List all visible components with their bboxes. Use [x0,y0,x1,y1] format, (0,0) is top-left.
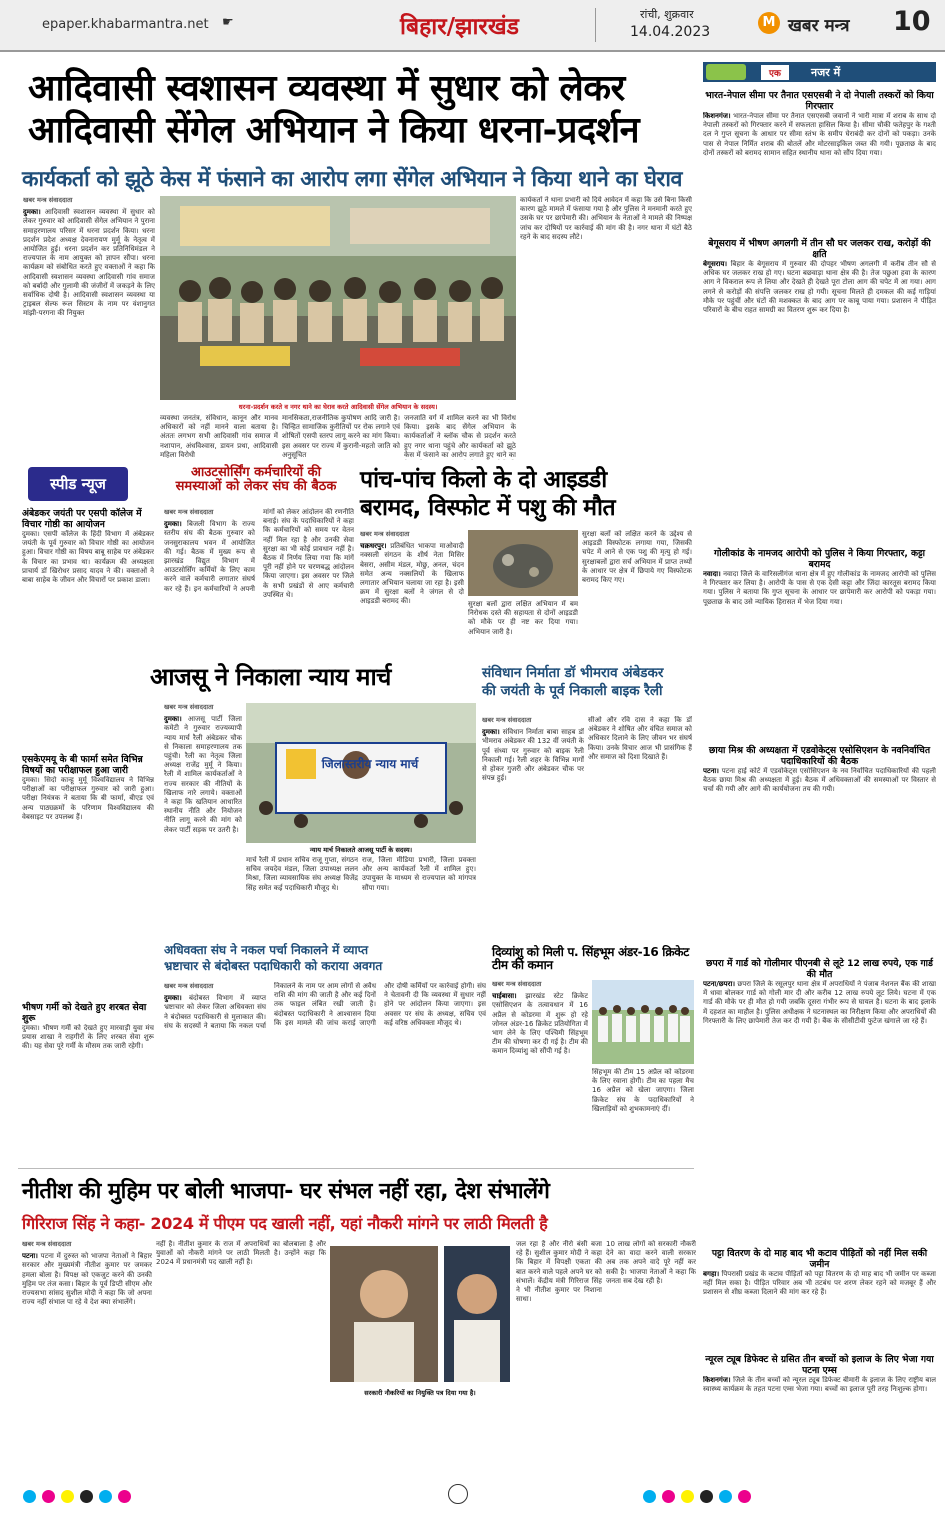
brand-logo-icon: M [758,12,780,34]
nitish-headline: नीतीश की मुहिम पर बोली भाजपा- घर संभल नहीं रहा, देश संभालेंगे [22,1179,550,1204]
cyan-dot [719,1490,732,1503]
glance-item-6-title: पट्टा वितरण के दो माह बाद भी कटाव पीड़ितों को नहीं मिल सकी जमीन [711,1248,928,1270]
speed-news-label: स्पीड न्यूज [50,475,106,493]
yellow-dot [681,1490,694,1503]
ied-col-3: सुरक्षा बलों द्वारा लक्षित अभियान में बम निरोधक दस्ते की सहायता से दोनों आइडडी को मौके पर ही नष्ट कर दिया गया। अभियान जारी है। [468,600,578,636]
nitish-col-2: नहीं है। नीतीश कुमार के राज में अपराधियों का बोलबाला है और युवाओं को नौकरी मांगने पर लाठी मिलती है। उन्होंने कहा कि 2024 में प्रधानमंत्री पद खाली नहीं है। [156,1240,326,1267]
vigilance-headline-2: भ्रष्टाचार से बंदोबस्त पदाधिकारी को कराया अवगत [164,959,383,973]
speed-news-badge [28,467,128,501]
glance-item-3 [703,548,936,690]
lead-photo-caption: धरना-प्रदर्शन करते व नगर थाने का घेराव करते आदिवासी सेंगेल अभियान के सदस्य। [238,403,438,411]
speed-item-3-body: दुमका। भीषण गर्मी को देखते हुए मारवाड़ी युवा मंच प्रयास शाखा ने राहगीरों के लिए शरबत सेवा शुरू की। यह सेवा पूरे गर्मी के मौसम तक जारी रहेगी। [22,1024,154,1051]
ajsu-photo-caption: न्याय मार्च निकालते आजसू पार्टी के सदस्य। [309,846,413,854]
pointer-icon: ☛ [222,15,234,30]
lead-subhead: कार्यकर्ता को झूठे केस में फंसाने का आरोप लगा सेंगेल अभियान ने किया थाने का घेराव [22,167,683,192]
black-dot [80,1490,93,1503]
lead-byline: खबर मन्त्र संवाददाता [23,196,73,204]
lead-col-1 [23,196,155,458]
speed-item-3-title: भीषण गर्मी को देखते हुए शरबत सेवा शुरू [22,1002,147,1024]
glance-item-1-title: भारत-नेपाल सीमा पर तैनात एसएसबी ने दो नेपाली तस्करों को किया गिरफ्तार [705,90,934,112]
glance-item-7-text: किशनगंज। जिले के तीन बच्चों को न्यूरल ट्यूब डिफेक्ट बीमारी के इलाज के लिए राष्ट्रीय बाल स्वास्थ्य कार्यक्रम के तहत पटना एम्स भेजा गया। बच्चों का इलाज पूरी तरह निःशुल्क होगा। [703,1376,936,1394]
cyan-dot [643,1490,656,1503]
cricket-photo [592,980,694,1064]
nitish-photo-1 [330,1246,438,1382]
magenta-dot [662,1490,675,1503]
cricket-col-2: सिंहभूम की टीम 15 अप्रैल को कोडरमा के लिए रवाना होगी। टीम का पहला मैच 16 अप्रैल को खेला जाएगा। जिला क्रिकेट संघ के पदाधिकारियों ने खिलाड़ियों को शुभकामनाएं दीं। [592,1068,694,1113]
lead-col-4: जनजाति वर्ग में शामिल करने का भी विरोध किया। इसके बाद सेंगेल अभियान के कार्यकर्ताओं ने ब्लॉक चौक से प्रदर्शन करते हुए नगर थाना पहुंचे और कार्यकर्ता को झूठे केस में फंसाने का आरोप लगाते हुए थाने का [404,414,516,459]
glance-item-5 [703,958,936,1228]
magenta-dot [42,1490,55,1503]
ied-headline-2: बरामद, विस्फोट में पशु की मौत [360,495,616,521]
glance-item-6-text: बगहा। पिपरासी प्रखंड के कटाव पीड़ितों को पट्टा वितरण के दो माह बाद भी जमीन पर कब्जा नहीं मिल सका है। पीड़ित परिवार अब भी तटबंध पर शरण लेकर रहने को मजबूर हैं और प्रशासन से शीघ्र कब्जा दिलाने की मांग कर रहे हैं। [703,1270,936,1297]
ambedkar-col-1: खबर मन्त्र संवाददाता दुमका। संविधान निर्माता बाबा साहब डॉ भीमराव अंबेडकर की 132 वीं जयंती के पूर्व संध्या पर गुरुवार को बाइक रैली निकाली गई। रैली शहर के विभिन्न मार्गों से होकर गुजरी और अंबेडकर चौक पर संपन्न हुई। [482,716,584,783]
site-url[interactable]: epaper.khabarmantra.net [42,17,209,32]
yellow-dot [61,1490,74,1503]
nitish-photo-2 [444,1246,510,1382]
ajsu-col-3: राज, जिला मीडिया प्रभारी, जिला प्रवक्ता और अन्य कार्यकर्ता रैली में शामिल हुए। उपायुक्त के माध्यम से राज्यपाल को मांगपत्र सौंपा गया। [362,856,476,892]
registration-dots-left [20,1488,134,1507]
registration-crosshair-icon [448,1484,468,1504]
glance-item-5-title: छपरा में गार्ड को गोलीमार पीएनबी से लूटे 12 लाख रुपये, एक गार्ड की मौत [706,958,933,980]
nitish-col-4: 10 लाख लोगों को सरकारी नौकरी देने का वादा करने वाली सरकार अब तक अपने वादे पूरे नहीं कर सकी है। भाजपा नेताओं ने कहा कि जनता सब देख रही है। [606,1240,696,1285]
brand-name: खबर मन्त्र [788,16,850,36]
speed-news-column [22,508,154,1164]
ied-col-1: खबर मन्त्र संवाददाता चक्रधरपुर। प्रतिबंधित भाकपा माओवादी नक्सली संगठन के शीर्ष नेता मिसिर बेसरा, असीम मंडल, मोछु, अनल, चंदन समेत अन्य नक्सलियों के खिलाफ लगातार अभियान चलाया जा रहा है। इसी क्रम में सुरक्षा बलों ने जंगल से दो आइडडी बरामद की। [360,530,464,606]
issue-date: 14.04.2023 [630,24,711,40]
cricket-headline: दिव्यांशु को मिली प. सिंहभूम अंडर-16 क्रिकेट टीम की कमान [492,945,689,972]
glance-badge-logo-icon [706,64,746,80]
masthead-divider [595,8,596,42]
vigilance-body: खबर मन्त्र संवाददाता दुमका। बंदोबस्त विभाग में व्याप्त भ्रष्टाचार को लेकर जिला अधिवक्ता संघ ने बंदोबस्त पदाधिकारी से मुलाकात की। संघ के सदस्यों ने बताया कि नकल पर्चा निकालने के नाम पर आम लोगों से अवैध राशि की मांग की जाती है और कई दिनों तक फाइल लंबित रखी जाती है। बंदोबस्त पदाधिकारी ने आश्वासन दिया कि इस मामले की जांच कराई जाएगी और दोषी कर्मियों पर कार्रवाई होगी। संघ ने चेतावनी दी कि व्यवस्था में सुधार नहीं होने पर आंदोलन किया जाएगा। इस अवसर पर संघ के अध्यक्ष, सचिव एवं कई वरिष्ठ अधिवक्ता मौजूद थे। [164,982,486,1030]
vigilance-headline-1: अधिवक्ता संघ ने नकल पर्चा निकालने में व्याप्त [164,943,369,957]
ajsu-photo [246,703,476,843]
cyan-dot [99,1490,112,1503]
nitish-col-1: खबर मन्त्र संवाददाता पटना। पटना में दुरुस्त को भाजपा नेताओं ने बिहार सरकार और मुख्यमंत्री नीतीश कुमार पर जमकर हमला बोला है। विपक्ष को एकजुट करने की उनकी मुहिम पर तंज कसा। बिहार के पूर्व डिप्टी सीएम और राज्यसभा सांसद सुशील मोदी ने कहा कि जो अपना राज्य नहीं संभाल पा रहे वे देश क्या संभालेंगे। [22,1240,152,1307]
lead-col-3: मानसिकता,राजनीतिक कुपोषण आदि जारी है। चिन्हित सामाजिक कुरीतियों पर रोक लगाने एवं शोषितों एसपी स्तरप लागू करने का मांग किया। इस अवसर पर राज्य में कुरानी-महतो जाति को अनुसूचित [282,414,400,459]
page-number: 10 [893,6,931,37]
lead-photo [160,196,516,400]
magenta-dot [118,1490,131,1503]
glance-item-4-title: छाया मिश्र की अध्यक्षता में एडवोकेट्स एसोसिएशन के नवनिर्वाचित पदाधिकारियों की बैठक [708,745,931,767]
glance-item-2-title: बेगूसराय में भीषण अगलगी में तीन सौ घर जलकर राख, करोड़ों की क्षति [708,238,931,260]
ied-headline-1: पांच-पांच किलो के दो आइडडी [360,467,607,493]
lead-body-1: आदिवासी स्वशासन व्यवस्था में सुधार को लेकर गुरुवार को आदिवासी सेंगेल अभियान ने पुराना समाहरणालय परिसर में धरना प्रदर्शन किया। धरना प्रदर्शन प्रदेश अध्यक्ष देवनारायण मुर्मू के नेतृत्व में आयोजित हुई। धरना प्रदर्शन कर प्रतिनिधिमंडल ने राज्यपाल के नाम आयुक्त को ज्ञापन सौंपा। धरना कार्यक्रम को संबोधित करते हुए वक्ताओं ने कहा कि आदिवासी स्वशासन व्यवस्था आदिवासी गांव समाज को बर्बादी और गुलामी की जंजीरों में जकड़ने के लिए सर्वाधिक दोषी है। आदिवासी स्वशासन व्यवस्था या ट्राइबल सेल्फ रूल सिस्टम के नाम पर वंशानुगत मांझी-परगना की नियुक्त [23,208,155,318]
ambedkar-col-2: सीओ और रवि दास ने कहा कि डॉ अंबेडकर ने शोषित और वंचित समाज को अधिकार दिलाने के लिए जीवन भर संघर्ष किया। उनके विचार आज भी प्रासंगिक हैं और समाज को दिशा दिखाते हैं। [588,716,692,761]
city-day: रांची, शुक्रवार [640,8,694,21]
nitish-col-3: जल रहा है और नीरो बंसी बजा रहे हैं। सुशील कुमार मोदी ने कहा कि बिहार में विपक्षी एकता की बात करने वाले पहले अपने घर को संभालें। केंद्रीय मंत्री गिरिराज सिंह ने भी नीतीश कुमार पर निशाना साधा। [516,1240,602,1304]
cricket-col-1: खबर मन्त्र संवाददाता चाईबासा। झारखंड स्टेट क्रिकेट एसोसिएशन के तत्वावधान में 16 अप्रैल से कोडरमा में शुरू हो रहे जोनल अंडर-16 क्रिकेट प्रतियोगिता में भाग लेने के लिए पश्चिमी सिंहभूम टीम की घोषणा कर दी गई है। टीम की कमान दिव्यांशु को सौंपी गई है। [492,980,588,1056]
speed-item-1-title: अंबेडकर जयंती पर एसपी कॉलेज में विचार गोष्ठी का आयोजन [22,508,142,530]
glance-item-4 [703,745,936,907]
cyan-dot [23,1490,36,1503]
lead-col-5: कार्यकर्ता ने थाना प्रभारी को दिये आवेदन में कहा कि उसे बिना किसी कारण झूठे मामले में फंसाया गया है और पुलिस ने मनमानी करते हुए उसके घर पर छापेमारी की। अभियान के नेताओं ने मामले की निष्पक्ष जांच कर दोषियों पर कार्रवाई की मांग की है। नगर थाना में घंटों बैठे रहने के बाद सदस्य लौटे। [520,196,692,241]
glance-item-1 [703,90,936,230]
glance-item-7-title: न्यूरल ट्यूब डिफेक्ट से ग्रसित तीन बच्चों को इलाज के लिए भेजा गया पटना एम्स [705,1354,934,1376]
speed-item-1-body: दुमका। एसपी कॉलेज के हिंदी विभाग में अंबेडकर जयंती के पूर्व गुरुवार को विचार गोष्ठी का आयोजन हुआ। विचार गोष्ठी का विषय बाबू साहेब पर अंबेडकर के विचार का प्रभाव था। कार्यक्रम की अध्यक्षता प्राचार्य डॉ खिरोधर प्रसाद यादव ने की। वक्ताओं ने बाबा साहेब के जीवन और विचारों पर प्रकाश डाला। [22,530,154,585]
nitish-photo-caption: सरकारी नौकरियों का नियुक्ति पत्र दिया गया है। [364,1389,476,1397]
glance-tag-a: एक [761,65,789,80]
registration-dots-right [640,1488,754,1507]
speed-item-2-body: दुमका। सिदो कान्हू मुर्मू विश्वविद्यालय ने विभिन्न परीक्षाओं का परीक्षाफल गुरुवार को जारी हुआ। परीक्षा नियंत्रक ने बताया कि बी फार्मा, बीएड एवं अन्य पाठ्यक्रमों के परिणाम विश्वविद्यालय की वेबसाइट पर उपलब्ध हैं। [22,776,154,821]
glance-item-6 [703,1248,936,1344]
black-dot [700,1490,713,1503]
lead-dateline: दुमका। [23,208,41,217]
nitish-subhead: गिरिराज सिंह ने कहा- 2024 में पीएम पद खाली नहीं, यहां नौकरी मांगने पर लाठी मिलती है [22,1214,548,1233]
glance-badge [703,62,936,82]
glance-item-2-text: बेगूसराय। बिहार के बेगूसराय में गुरुवार की दोपहर भीषण अगलगी में करीब तीन सौ से अधिक घर जलकर राख हो गए। घटना बछवाड़ा थाना क्षेत्र की है। तेज पछुआ हवा के कारण आग ने विकराल रूप ले लिया और देखते ही देखते पूरा टोला आग की चपेट में आ गया। आग लगने से करोड़ों की संपत्ति जलकर राख हो गयी। सूचना मिलते ही दमकल की कई गाड़ियां मौके पर पहुंचीं और घंटों की मशक्कत के बाद आग पर काबू पाया गया। प्रशासन ने पीड़ित परिवारों के बीच राहत सामग्री का वितरण शुरू कर दिया है। [703,260,936,315]
glance-item-3-title: गोलीकांड के नामजद आरोपी को पुलिस ने किया गिरफ्तार, कट्टा बरामद [714,548,925,570]
ied-photo [468,530,578,596]
ajsu-col-1: खबर मन्त्र संवाददाता दुमका। आजसू पार्टी जिला कमेटी ने गुरुवार राज्यव्यापी न्याय मार्च रैली अंबेडकर चौक से निकाला समाहरणालय तक पहुंची। रैली का नेतृत्व जिला अध्यक्ष राजेंद्र मुर्मू ने किया। रैली में शामिल कार्यकर्ताओं ने राज्य सरकार की नीतियों के खिलाफ नारे लगाये। वक्ताओं ने कहा कि खतियान आधारित स्थानीय नीति और नियोजन नीति लागू करने की मांग को लेकर पार्टी सड़क पर उतरी है। [164,703,242,834]
glance-item-3-text: नवादा। नवादा जिले के वारिसलीगंज थाना क्षेत्र में हुए गोलीकांड के नामजद आरोपी को पुलिस ने गिरफ्तार कर लिया है। आरोपी के पास से एक देसी कट्टा और जिंदा कारतूस बरामद किया गया। पुलिस ने बताया कि गुप्त सूचना के आधार पर छापेमारी कर आरोपी को पकड़ा गया। पूछताछ के बाद उसे न्यायिक हिरासत में भेज दिया गया। [703,570,936,606]
ambedkar-headline-2: की जयंती के पूर्व निकाली बाइक रैली [482,683,663,699]
glance-tag-b: नजर में [811,66,841,79]
outsourcing-body: खबर मन्त्र संवाददाता दुमका। बिजली विभाग के राज्य स्तरीय संघ की बैठक गुरुवार को जनसुराकालय भवन में आयोजित की गई। बैठक में मुख्य रूप से झारखंड विद्युत विभाग में आउटसोर्सिंग कर्मियों के लिए काम करने वाले कर्मचारी लगातार संघर्ष कर रहे हैं। इन कर्मचारियों ने अपनी मांगों को लेकर आंदोलन की रणनीति बनाई। संघ के पदाधिकारियों ने कहा कि कर्मचारियों को समय पर वेतन नहीं मिल रहा है और उनकी सेवा सुरक्षा का भी कोई प्रावधान नहीं है। बैठक में निर्णय लिया गया कि मांगें पूरी नहीं होने पर चरणबद्ध आंदोलन किया जाएगा। इस अवसर पर जिले के सभी प्रखंडों से आए कर्मचारी उपस्थित थे। [164,508,354,599]
glance-item-5-text: पटना/छपरा। छपरा जिले के रसूलपुर थाना क्षेत्र में अपराधियों ने पंजाब नेशनल बैंक की शाखा में धावा बोलकर गार्ड को गोली मार दी और करीब 12 लाख रुपये लूट लिये। घटना में एक गार्ड की मौके पर ही मौत हो गयी जबकि दूसरा गंभीर रूप से घायल है। घटना के बाद इलाके में दहशत का माहौल है। पुलिस अधीक्षक ने घटनास्थल का निरीक्षण किया और अपराधियों की गिरफ्तारी के लिए छापेमारी तेज कर दी गयी है। बैंक के सीसीटीवी फुटेज खंगाले जा रहे हैं। [703,980,936,1025]
glance-item-7 [703,1354,936,1450]
glance-item-1-text: किशनगंज। भारत-नेपाल सीमा पर तैनात एसएसबी जवानों ने भारी मात्रा में शराब के साथ दो नेपाली तस्करों को गिरफ्तार करने में सफलता हासिल किया है। सीमा चौकी फतेहपुर के गश्ती दल ने गुप्त सूचना के आधार पर सीमा स्तंभ के समीप घेराबंदी कर दोनों को पकड़ा। उनके पास से नेपाल निर्मित शराब की बोतलें और मोटरसाइकिल जब्त की गयी। पूछताछ के बाद दोनों तस्करों को बरामद सामान सहित स्थानीय थाना को सौंप दिया गया। [703,112,936,157]
ied-col-2: सुरक्षा बलों को लक्षित करने के उद्देश्य से आइडडी विस्फोटक लगाया गया, जिसकी चपेट में आने से एक पशु की मृत्यु हो गई। सुरक्षाबलों द्वारा सर्च अभियान में प्राप्त तथ्यों के आधार पर क्षेत्र में छिपाये गए विस्फोटक बरामद किए गए। [582,530,692,585]
ajsu-col-2: मार्च रैली में प्रधान सचिव राजू गुप्ता, संगठन सचिव जयदेव मंडल, जिला उपाध्यक्ष ललन मिश्रा, जिला व्यावसायिक संघ अध्यक्ष विजेंद्र सिंह समेत कई पदाधिकारी मौजूद थे। [246,856,358,892]
magenta-dot [738,1490,751,1503]
ajsu-banner-text: जिलास्तरीय न्याय मार्च [321,757,419,771]
glance-item-4-text: पटना। पटना हाई कोर्ट में एडवोकेट्स एसोसिएशन के नव निर्वाचित पदाधिकारियों की पहली बैठक छाया मिश्र की अध्यक्षता में हुई। बैठक में अधिवक्ताओं की समस्याओं पर विस्तार से चर्चा की गयी और आगे की कार्ययोजना तय की गयी। [703,767,936,794]
speed-item-2-title: एसकेएमयू के बी फार्मा समेत विभिन्न विषयों का परीक्षाफल हुआ जारी [22,754,143,776]
masthead [0,0,945,52]
outsourcing-headline: आउटसोर्सिंग कर्मचारियों की समस्याओं को लेकर संघ की बैठक [175,465,337,495]
nitish-top-rule [18,1168,694,1169]
ambedkar-headline-1: संविधान निर्माता डॉ भीमराव अंबेडकर [482,665,664,681]
ajsu-headline: आजसू ने निकाला न्याय मार्च [150,663,391,691]
section-title: बिहार/झारखंड [400,14,519,40]
lead-headline-2: आदिवासी सेंगेल अभियान ने किया धरना-प्रदर्शन [28,110,640,151]
glance-item-2 [703,238,936,440]
lead-col-2: व्यवस्था जनतंत्र, संविधान, कानून और मानव अधिकारों को नहीं मानने वाला बताया है। अंततः लगभग सभी आदिवासी गांव समाज में नशापान, अंधविश्वास, डायन प्रथा, आदिवासी महिला विरोधी [160,414,278,459]
lead-headline-1: आदिवासी स्वशासन व्यवस्था में सुधार को लेकर [28,68,625,109]
